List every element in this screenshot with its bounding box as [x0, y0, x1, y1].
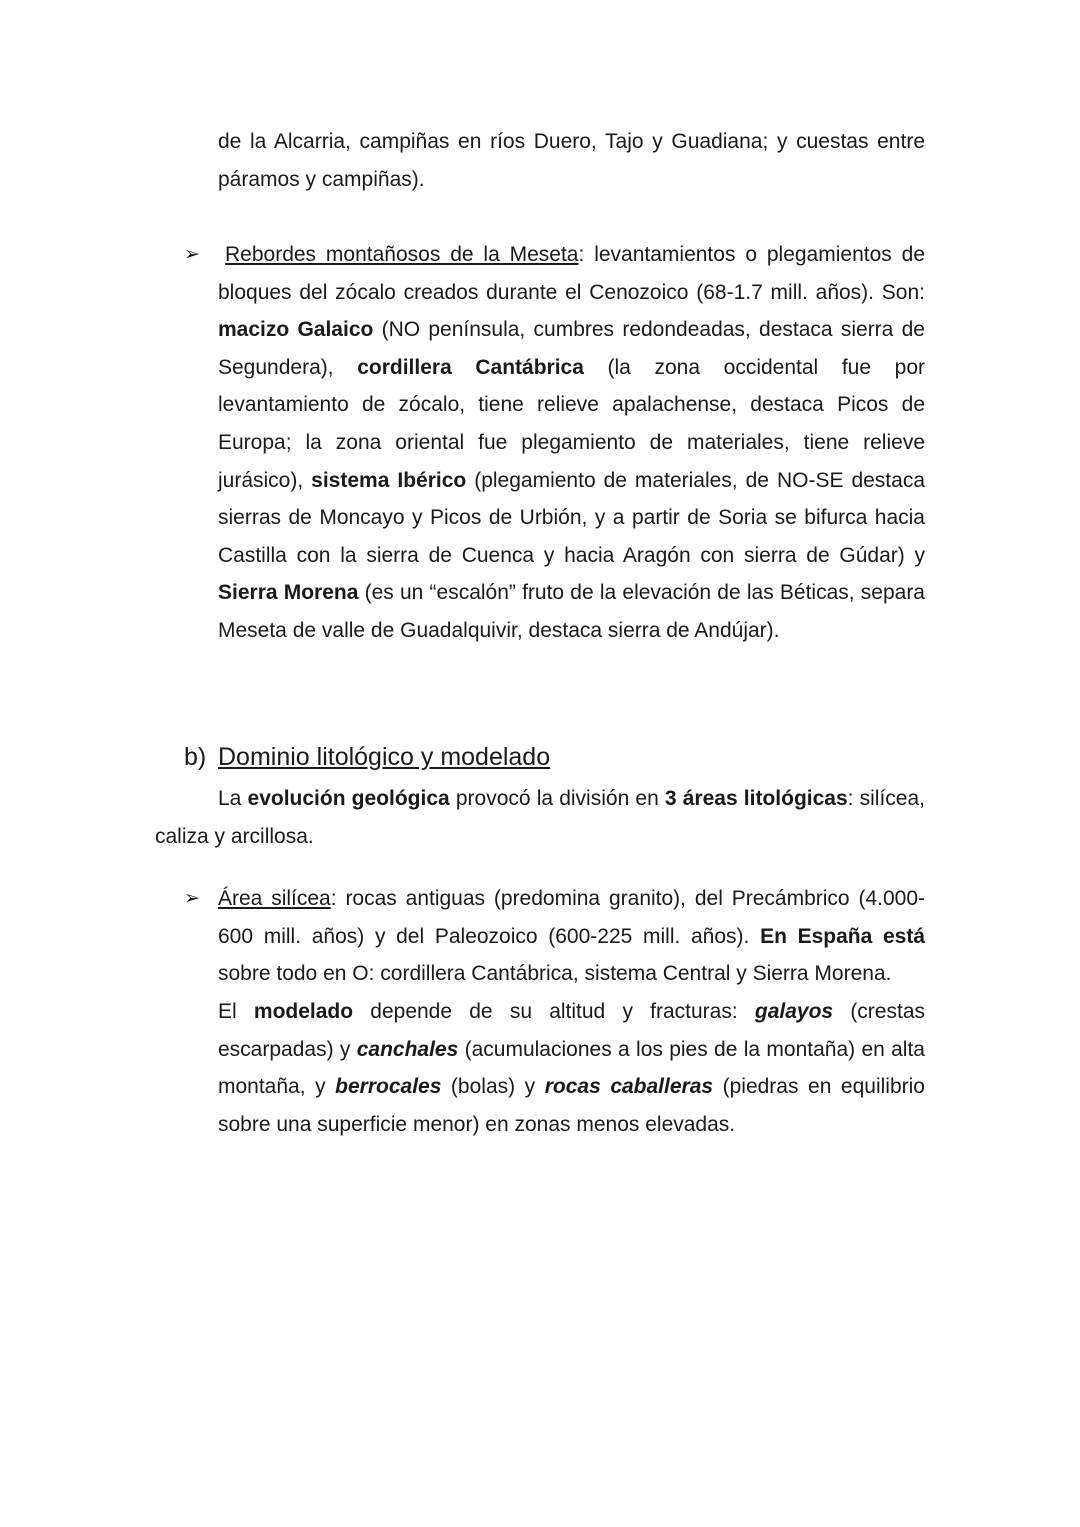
evolucion-geologica-term: evolución geológica — [247, 787, 450, 810]
areas-litologicas-term: 3 áreas litológicas — [664, 787, 848, 810]
top-paragraph: de la Alcarria, campiñas en ríos Duero, Tajo y Guadiana; y cuestas entre páramos y campiñas). — [218, 130, 925, 191]
modelado-term: modelado — [253, 1000, 354, 1023]
modelado-paragraph: El modelado depende de su altitud y fracturas: galayos (crestas escarpadas) y canchales (acumulaciones a los pies de la montaña) en alta montaña, y berrocales (bolas) y rocas caballeras (piedras en equilibrio sobre una superficie menor) en zonas menos elevadas. — [218, 1000, 925, 1136]
rebordes-title: Rebordes montañosos de la Meseta — [225, 243, 579, 266]
silicea-paragraph: Área silícea: rocas antiguas (predomina granito), del Precámbrico (4.000-600 mill. años) y del Paleozoico (600-225 mill. años). En España está sobre todo en O: cordillera Cantábrica, sistema Central y Sierra Morena. — [218, 887, 925, 986]
sistema-iberico-term: sistema Ibérico — [311, 468, 467, 492]
silicea-title: Área silícea — [218, 887, 331, 910]
sierra-morena-term: Sierra Morena — [218, 581, 359, 605]
bullet-arrow-icon: ➢ — [184, 243, 200, 265]
cordillera-cantabrica-term: cordillera Cantábrica — [357, 355, 584, 379]
intro-paragraph: La evolución geológica provocó la división en 3 áreas litológicas: silícea, caliza y arcillosa. — [155, 787, 926, 848]
macizo-galaico-term: macizo Galaico — [218, 318, 374, 342]
rocas-caballeras-term: rocas caballeras — [544, 1075, 714, 1099]
section-title: Dominio litológico y modelado — [218, 743, 551, 771]
rebordes-paragraph: Rebordes montañosos de la Meseta: levantamientos o plegamientos de bloques del zócalo creados durante el Cenozoico (68-1.7 mill. años). Son: macizo Galaico (NO península, cumbres redondeadas, destaca sierra de Segundera), cordillera Cantábrica (la zona occidental fue por levantamiento de zócalo, tiene relieve apalachense, destaca Picos de Europa; la zona oriental fue plegamiento de materiales, tiene relieve jurásico), sistema Ibérico (plegamiento de materiales, de NO-SE destaca sierras de Moncayo y Picos de Urbión, y a partir de Soria se bifurca hacia Castilla con la sierra de Cuenca y hacia Aragón con sierra de Gúdar) y Sierra Morena (es un “escalón” fruto de la elevación de las Béticas, separa Meseta de valle de Guadalquivir, destaca sierra de Andújar). — [218, 243, 925, 642]
galayos-term: galayos — [754, 1000, 834, 1023]
en-espana-term: En España está — [760, 924, 925, 948]
canchales-term: canchales — [356, 1037, 459, 1061]
berrocales-term: berrocales — [335, 1075, 442, 1099]
section-letter: b) — [184, 743, 207, 771]
bullet-arrow-icon: ➢ — [184, 887, 200, 909]
